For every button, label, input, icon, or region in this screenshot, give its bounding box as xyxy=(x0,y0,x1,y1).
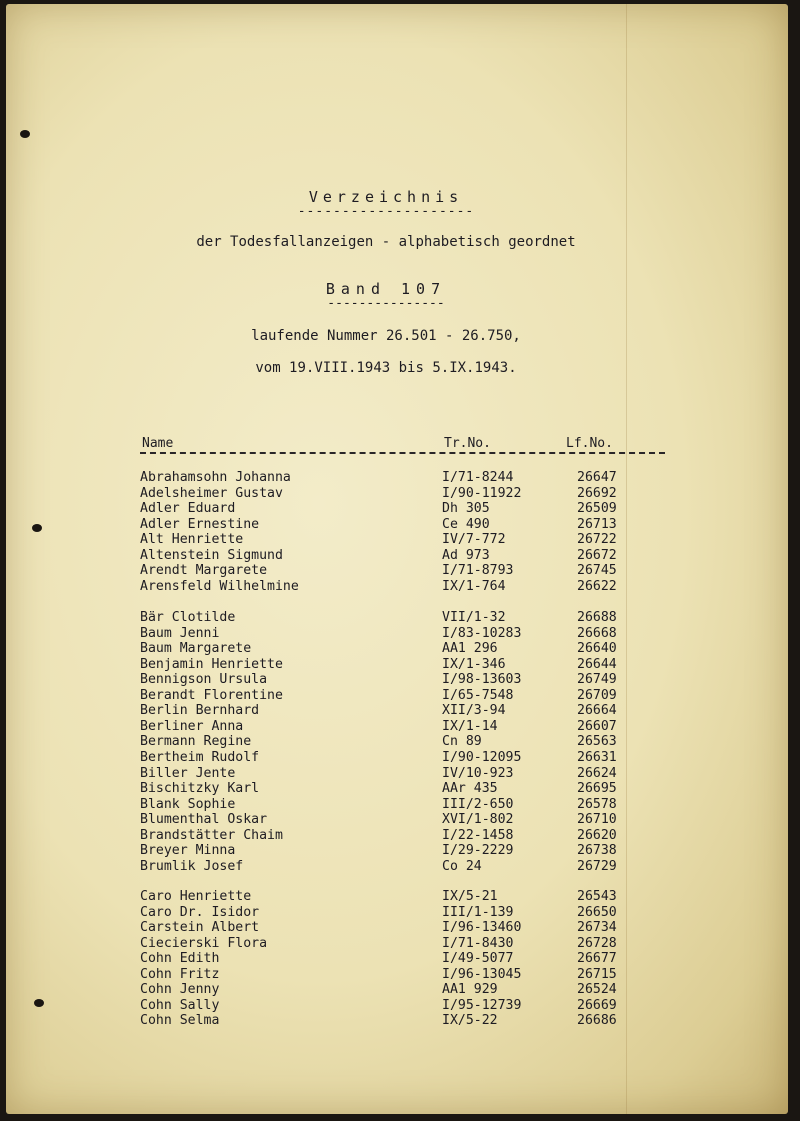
entry-name: Alt Henriette xyxy=(140,532,244,548)
entry-name: Bennigson Ursula xyxy=(140,672,268,688)
number-range: laufende Nummer 26.501 - 26.750, xyxy=(251,328,521,344)
header-divider xyxy=(140,452,665,454)
table-row xyxy=(6,470,766,486)
entry-lf-no: 26749 xyxy=(577,672,617,688)
table-row xyxy=(6,1013,766,1029)
entry-lf-no: 26677 xyxy=(577,951,617,967)
entry-tr-no: I/96-13460 xyxy=(442,920,522,936)
entry-lf-no: 26563 xyxy=(577,734,617,750)
table-row xyxy=(6,797,766,813)
entry-tr-no: I/96-13045 xyxy=(442,966,522,982)
entry-lf-no: 26650 xyxy=(577,904,617,920)
table-row xyxy=(6,766,766,782)
entry-name: Cohn Selma xyxy=(140,1013,220,1029)
entry-name: Baum Jenni xyxy=(140,625,220,641)
entry-lf-no: 26686 xyxy=(577,1013,617,1029)
entry-lf-no: 26620 xyxy=(577,827,617,843)
entry-tr-no: IX/5-21 xyxy=(442,889,498,904)
table-row xyxy=(6,750,766,766)
table-row xyxy=(6,672,766,688)
entry-name: Berlin Bernhard xyxy=(140,703,260,719)
column-header-name: Name xyxy=(142,436,174,451)
entry-lf-no: 26722 xyxy=(577,532,617,548)
entry-name: Bär Clotilde xyxy=(140,610,236,625)
title-underline: -------------------- xyxy=(297,204,475,219)
entry-lf-no: 26745 xyxy=(577,563,617,579)
entry-name: Berliner Anna xyxy=(140,718,244,734)
table-row xyxy=(6,719,766,735)
entry-lf-no: 26688 xyxy=(577,610,617,625)
entry-tr-no: VII/1-32 xyxy=(442,610,506,625)
entry-name: Cohn Jenny xyxy=(140,982,220,998)
table-row xyxy=(6,517,766,533)
entry-tr-no: I/29-2229 xyxy=(442,843,514,859)
column-header-lf-no: Lf.No. xyxy=(566,436,613,451)
entry-lf-no: 26710 xyxy=(577,812,617,828)
entry-tr-no: AA1 296 xyxy=(442,641,498,657)
table-row xyxy=(6,610,766,626)
document-title: Verzeichnis xyxy=(308,188,464,206)
table-row xyxy=(6,781,766,797)
entry-lf-no: 26640 xyxy=(577,641,617,657)
entry-name: Carstein Albert xyxy=(140,920,260,936)
table-row xyxy=(6,579,766,595)
document-page xyxy=(6,4,788,1114)
entry-tr-no: IV/7-772 xyxy=(442,532,506,548)
entry-name: Brumlik Josef xyxy=(140,858,244,874)
entry-lf-no: 26624 xyxy=(577,765,617,781)
table-row xyxy=(6,563,766,579)
entry-lf-no: 26647 xyxy=(577,470,617,485)
document-subtitle: der Todesfallanzeigen - alphabetisch geordnet xyxy=(196,234,576,250)
table-row xyxy=(6,734,766,750)
entry-tr-no: I/22-1458 xyxy=(442,827,514,843)
entry-name: Bermann Regine xyxy=(140,734,252,750)
entry-name: Cohn Fritz xyxy=(140,966,220,982)
entry-name: Cohn Edith xyxy=(140,951,220,967)
entry-tr-no: XVI/1-802 xyxy=(442,812,514,828)
entry-tr-no: III/2-650 xyxy=(442,796,514,812)
entry-lf-no: 26734 xyxy=(577,920,617,936)
table-row xyxy=(6,641,766,657)
entry-name: Breyer Minna xyxy=(140,843,236,859)
table-row xyxy=(6,688,766,704)
entry-lf-no: 26607 xyxy=(577,718,617,734)
entry-tr-no: IV/10-923 xyxy=(442,765,514,781)
table-row xyxy=(6,703,766,719)
entry-lf-no: 26664 xyxy=(577,703,617,719)
entry-name: Arensfeld Wilhelmine xyxy=(140,578,299,594)
table-row xyxy=(6,920,766,936)
entry-tr-no: I/49-5077 xyxy=(442,951,514,967)
entry-name: Adler Eduard xyxy=(140,501,236,517)
entry-lf-no: 26668 xyxy=(577,625,617,641)
entry-name: Brandstätter Chaim xyxy=(140,827,283,843)
entry-lf-no: 26709 xyxy=(577,687,617,703)
entry-lf-no: 26622 xyxy=(577,578,617,594)
entry-tr-no: AA1 929 xyxy=(442,982,498,998)
entry-tr-no: I/71-8793 xyxy=(442,563,514,579)
entry-lf-no: 26631 xyxy=(577,749,617,765)
entry-name: Caro Dr. Isidor xyxy=(140,904,260,920)
entry-name: Berandt Florentine xyxy=(140,687,283,703)
entry-name: Bischitzky Karl xyxy=(140,781,260,797)
entry-name: Bertheim Rudolf xyxy=(140,749,260,765)
entry-tr-no: I/95-12739 xyxy=(442,997,522,1013)
entry-lf-no: 26578 xyxy=(577,796,617,812)
table-row xyxy=(6,982,766,998)
entry-lf-no: 26713 xyxy=(577,516,617,532)
entry-lf-no: 26509 xyxy=(577,501,617,517)
entry-name: Caro Henriette xyxy=(140,889,252,904)
entry-lf-no: 26729 xyxy=(577,858,617,874)
entry-tr-no: Co 24 xyxy=(442,858,482,874)
entry-lf-no: 26672 xyxy=(577,547,617,563)
entry-name: Arendt Margarete xyxy=(140,563,268,579)
table-row xyxy=(6,486,766,502)
entry-lf-no: 26738 xyxy=(577,843,617,859)
table-row xyxy=(6,532,766,548)
table-row xyxy=(6,626,766,642)
table-row xyxy=(6,967,766,983)
entry-tr-no: I/65-7548 xyxy=(442,687,514,703)
entry-tr-no: I/90-11922 xyxy=(442,485,522,501)
entry-tr-no: I/71-8430 xyxy=(442,935,514,951)
table-row xyxy=(6,828,766,844)
table-row xyxy=(6,501,766,517)
entry-tr-no: I/71-8244 xyxy=(442,470,514,485)
table-row xyxy=(6,951,766,967)
entry-lf-no: 26692 xyxy=(577,485,617,501)
entry-tr-no: III/1-139 xyxy=(442,904,514,920)
entry-tr-no: IX/1-346 xyxy=(442,656,506,672)
entry-tr-no: IX/1-14 xyxy=(442,718,498,734)
band-label: Band 107 xyxy=(325,280,447,298)
table-row xyxy=(6,936,766,952)
entry-tr-no: XII/3-94 xyxy=(442,703,506,719)
entry-tr-no: I/90-12095 xyxy=(442,749,522,765)
entry-tr-no: IX/5-22 xyxy=(442,1013,498,1029)
table-row xyxy=(6,905,766,921)
entry-name: Adelsheimer Gustav xyxy=(140,485,283,501)
entry-name: Benjamin Henriette xyxy=(140,656,283,672)
entry-lf-no: 26524 xyxy=(577,982,617,998)
table-row xyxy=(6,998,766,1014)
entry-tr-no: AAr 435 xyxy=(442,781,498,797)
table-row xyxy=(6,859,766,875)
entry-lf-no: 26644 xyxy=(577,656,617,672)
entry-lf-no: 26728 xyxy=(577,935,617,951)
entry-name: Cohn Sally xyxy=(140,997,220,1013)
table-row xyxy=(6,812,766,828)
band-underline: --------------- xyxy=(327,296,445,311)
entry-name: Blumenthal Oskar xyxy=(140,812,268,828)
entry-tr-no: IX/1-764 xyxy=(442,578,506,594)
table-row xyxy=(6,657,766,673)
entry-tr-no: Cn 89 xyxy=(442,734,482,750)
table-row xyxy=(6,548,766,564)
entry-name: Abrahamsohn Johanna xyxy=(140,470,291,485)
entry-name: Blank Sophie xyxy=(140,796,236,812)
entry-name: Biller Jente xyxy=(140,765,236,781)
entry-tr-no: Ad 973 xyxy=(442,547,490,563)
date-range: vom 19.VIII.1943 bis 5.IX.1943. xyxy=(255,360,517,376)
entry-lf-no: 26669 xyxy=(577,997,617,1013)
table-row xyxy=(6,843,766,859)
entry-name: Ciecierski Flora xyxy=(140,935,268,951)
table-row xyxy=(6,889,766,905)
entry-tr-no: I/83-10283 xyxy=(442,625,522,641)
entry-tr-no: Ce 490 xyxy=(442,516,490,532)
punch-hole-mark xyxy=(20,130,30,138)
entry-tr-no: I/98-13603 xyxy=(442,672,522,688)
entry-tr-no: Dh 305 xyxy=(442,501,490,517)
column-header-tr-no: Tr.No. xyxy=(444,436,491,451)
entry-lf-no: 26543 xyxy=(577,889,617,904)
entry-name: Baum Margarete xyxy=(140,641,252,657)
entry-name: Adler Ernestine xyxy=(140,516,260,532)
entry-lf-no: 26695 xyxy=(577,781,617,797)
entry-name: Altenstein Sigmund xyxy=(140,547,283,563)
entry-lf-no: 26715 xyxy=(577,966,617,982)
